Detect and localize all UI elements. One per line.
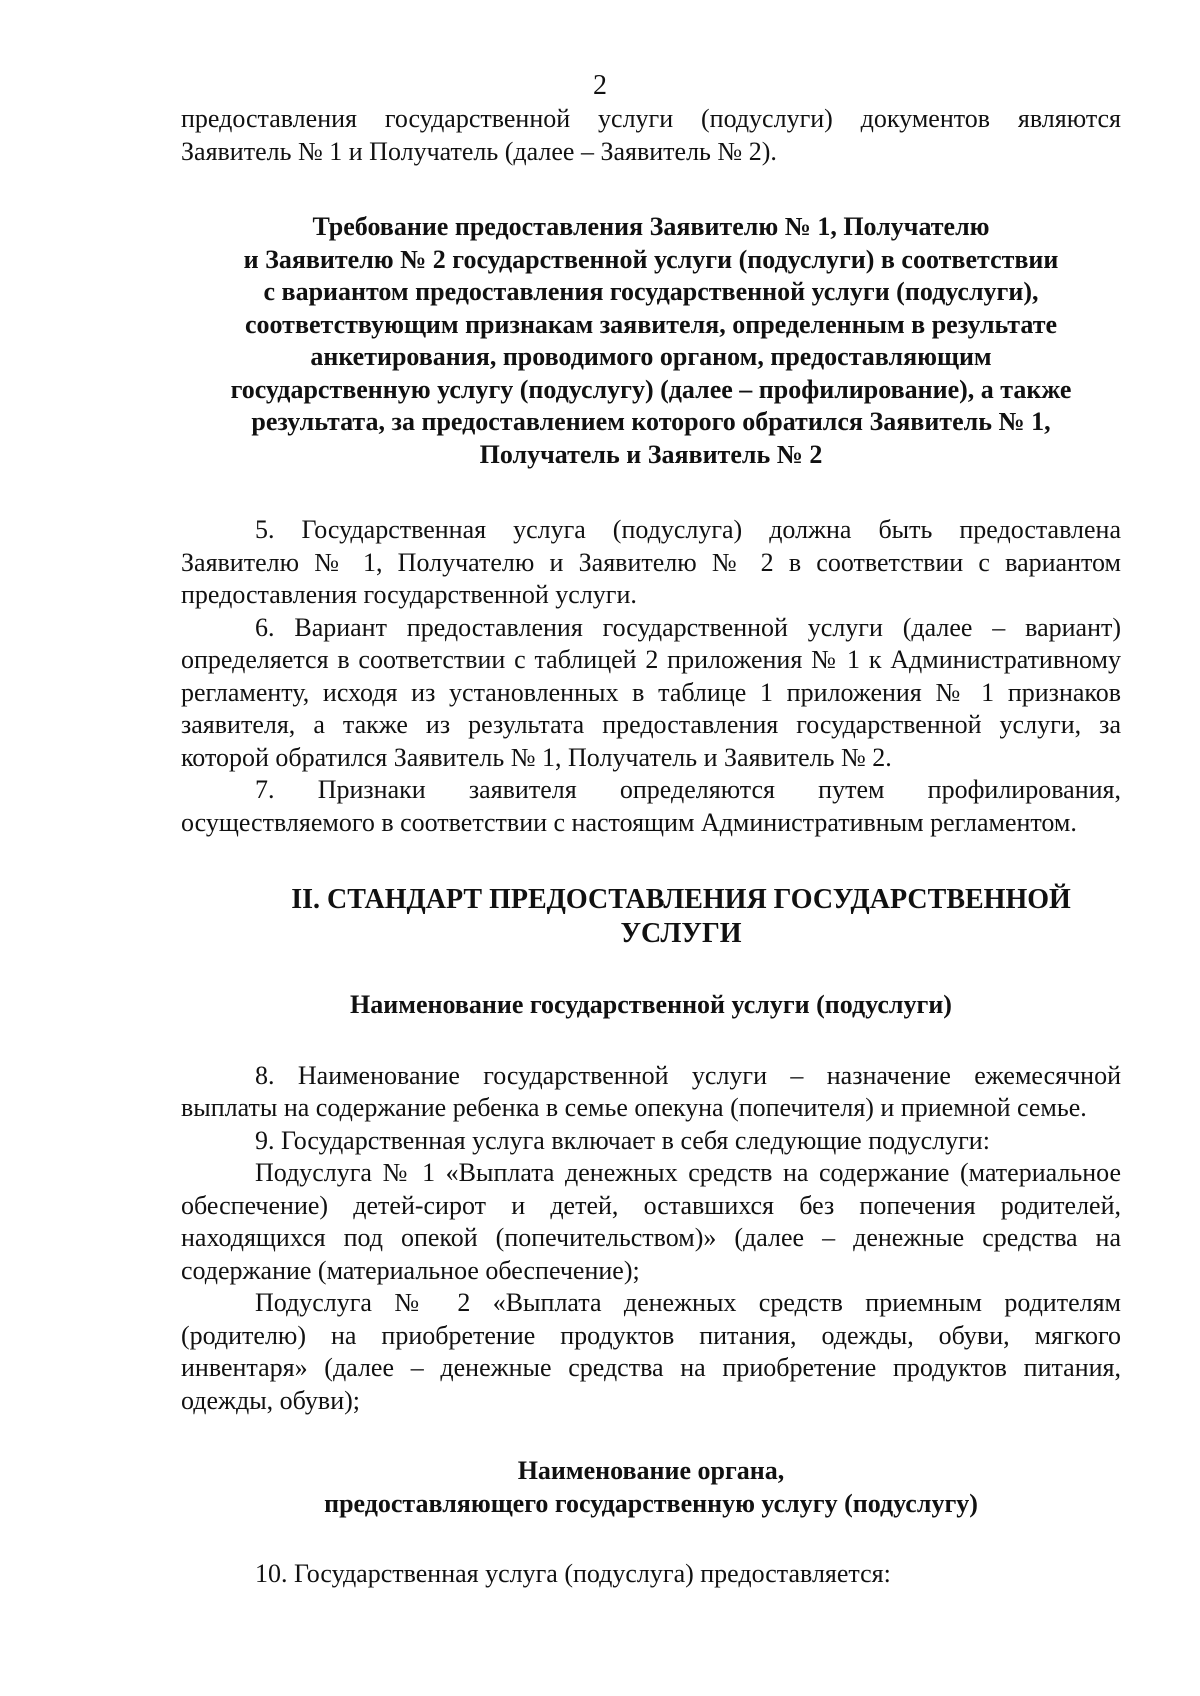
paragraph-9: 9. Государственная услуга включает в себя следующие подуслуги:: [255, 1125, 990, 1155]
heading-line: и Заявителю № 2 государственной услуги (подуслуги) в соответствии: [243, 244, 1059, 274]
section-heading-authority: [181, 1455, 1121, 1520]
paragraph-9-subservice-2: Подуслуга № 2 «Выплата денежных средств приемным родителям (родителю) на приобретение продуктов питания, одежды, обуви, мягкого инвентаря» (далее – денежные средства на приобретение продуктов питания, одежды, обуви);: [181, 1288, 1121, 1415]
paragraph-9-subservice-1: Подуслуга № 1 «Выплата денежных средств на содержание (материальное обеспечение) детей-сирот и детей, оставшихся без попечения родителей, находящихся под опекой (попечительством)» (далее – денежные средства на содержание (материальное обеспечение);: [181, 1158, 1121, 1285]
heading-line: УСЛУГИ: [620, 918, 742, 949]
heading-line: Требование предоставления Заявителю № 1, Получателю: [312, 212, 990, 241]
heading-line: соответствующим признакам заявителя, определенным в результате: [244, 309, 1058, 339]
page-number: 2: [593, 70, 607, 101]
section-heading-service-name: Наименование государственной услуги (подуслуги): [350, 990, 952, 1019]
heading-line: анкетирования, проводимого органом, предоставляющим: [310, 342, 992, 371]
heading-line: Наименование органа,: [517, 1456, 785, 1485]
paragraph-10: 10. Государственная услуга (подуслуга) предоставляется:: [255, 1559, 891, 1588]
paragraph-intro: предоставления государственной услуги (подуслуги) документов являются Заявитель № 1 и Получатель (далее – Заявитель № 2).: [181, 104, 1121, 166]
section-heading-requirement: [181, 211, 1121, 471]
paragraph-8: 8. Наименование государственной услуги – назначение ежемесячной выплаты на содержание ребенка в семье опекуна (попечителя) и приемной семье.: [181, 1060, 1121, 1122]
paragraph-6: 6. Вариант предоставления государственной услуги (далее – вариант) определяется в соответствии с таблицей 2 приложения № 1 к Административному регламенту, исходя из установленных в таблице 1 приложения № 1 признаков заявителя, а также из результата предоставления государственной услуги, за которой обратился Заявитель № 1, Получатель и Заявитель № 2.: [181, 612, 1121, 772]
heading-line: предоставляющего государственную услугу (подуслугу): [324, 1488, 978, 1518]
paragraph-5: 5. Государственная услуга (подуслуга) должна быть предоставлена Заявителю № 1, Получателю и Заявителю № 2 в соответствии с вариантом предоставления государственной услуги.: [181, 515, 1121, 609]
heading-line: II. СТАНДАРТ ПРЕДОСТАВЛЕНИЯ ГОСУДАРСТВЕННОЙ: [291, 884, 1071, 915]
heading-line: государственную услугу (подуслугу) (далее – профилирование), а также: [230, 374, 1072, 404]
heading-line: Получатель и Заявитель № 2: [479, 439, 823, 469]
paragraph-7: 7. Признаки заявителя определяются путем профилирования, осуществляемого в соответствии с настоящим Административным регламентом.: [181, 775, 1121, 837]
heading-line: с вариантом предоставления государственной услуги (подуслуги),: [263, 277, 1039, 306]
document-body: [181, 103, 1121, 1591]
heading-line: результата, за предоставлением которого обратился Заявитель № 1,: [251, 407, 1051, 436]
chapter-heading-standard: [241, 883, 1121, 951]
